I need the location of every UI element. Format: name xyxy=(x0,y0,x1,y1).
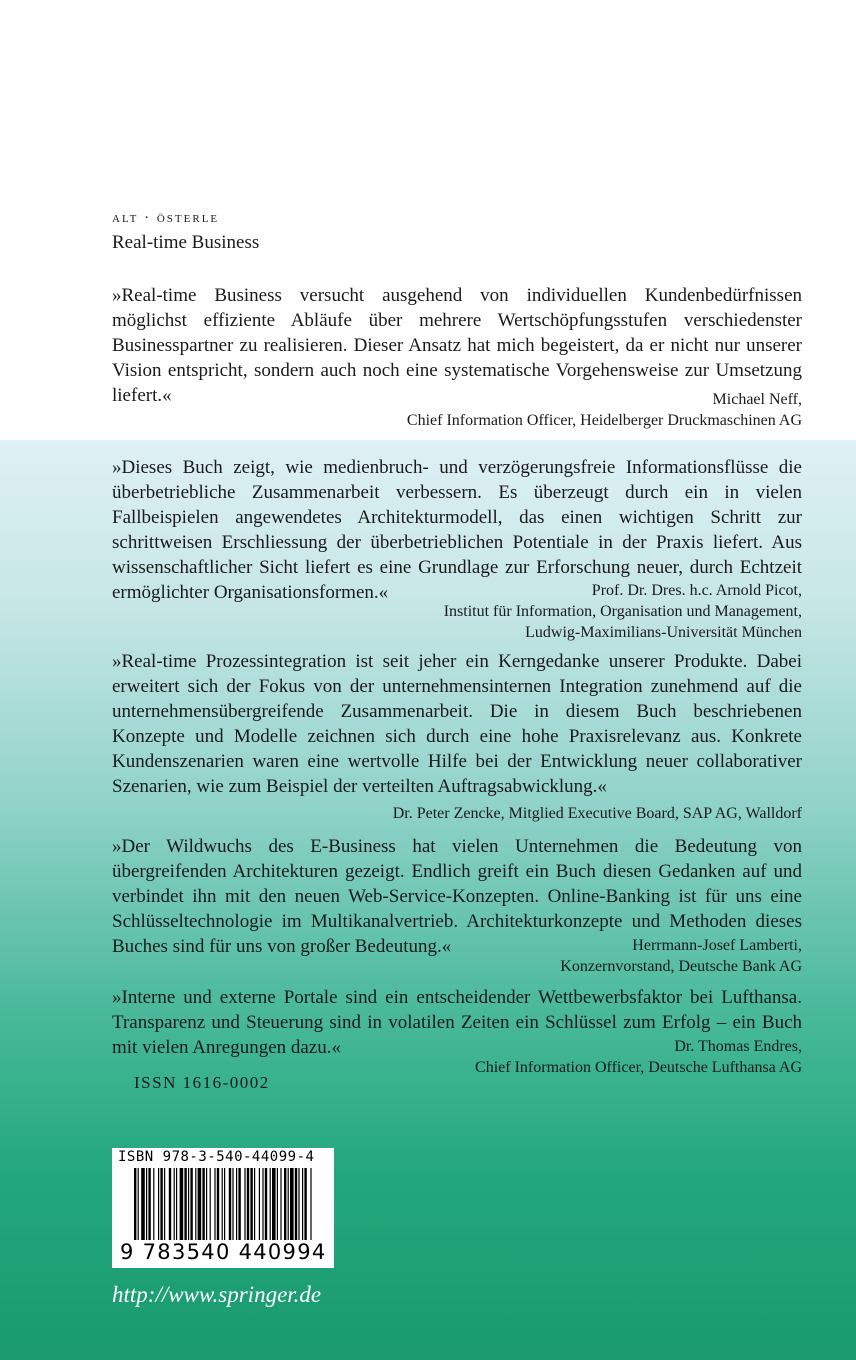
quote-text: »Der Wildwuchs des E-Business hat vielen Unternehmen die Bedeutung von übergreifenden Architekturen gezeigt. Endlich greift ein Buch diesen Gedanken auf und verbindet ihn mit den neuen Web-Service-Konzepten. Online-Banking ist für uns eine Schlüsseltechnologie im Multikanalvertrieb. Architekturkonzepte und Methoden dieses Buches sind für uns von großer Bedeutung.« xyxy=(112,836,802,957)
barcode-bar xyxy=(270,1168,271,1240)
barcode-bar xyxy=(141,1168,145,1240)
attribution-line: Herrmann-Josef Lamberti, xyxy=(632,937,802,954)
attribution-line: Institut für Information, Organisation und Management, xyxy=(443,603,802,620)
quote-text: »Real-time Business versucht ausgehend von individuellen Kundenbedürfnissen möglichst effiziente Abläufe über mehrere Wertschöpfungsstufen verschiedenster Businesspartner zu realisieren. Dieser Ansatz hat mich begeistert, da er nicht nur unserer Vision entspricht, sondern auch noch eine systematische Vorgehensweise zur Umsetzung liefert.« xyxy=(112,285,802,406)
barcode-bar xyxy=(206,1168,207,1240)
quote-text: »Real-time Prozessintegration ist seit jeher ein Kerngedanke unserer Produkte. Dabei erweitert sich der Fokus von der unternehmensinternen Integration zunehmend auf die unternehmensübergreifende Zusammenarbeit. Die in diesem Buch beschriebenen Konzepte und Modelle zeichnen sich durch eine hohe Praxisrelevanz aus. Konkrete Kundenszenarien waren eine wertvolle Hilfe bei der Entwicklung neuer collaborativer Szenarien, wie zum Beispiel der verteilten Auftragsabwicklung.« xyxy=(112,651,802,797)
barcode-bar xyxy=(214,1168,215,1240)
barcode-bar xyxy=(288,1168,289,1240)
barcode-bar xyxy=(198,1168,202,1240)
barcode-bar xyxy=(146,1168,147,1240)
quote-text: »Dieses Buch zeigt, wie medienbruch- und verzögerungsfreie Informationsflüsse die überbetriebliche Zusammenarbeit verbessern. Es überzeugt durch ein in vielen Fallbeispielen angewendetes Architekturmodell, das einen wichtigen Schritt zur schrittweisen Erschliessung der überbetrieblichen Potentiale in der Praxis liefert. Aus wissenschaftlicher Sicht liefert es eine Grundlage zur Erforschung neuer, durch Echtzeit ermöglichter Organisationsformen.« xyxy=(112,457,802,603)
barcode-bar xyxy=(160,1168,162,1240)
barcode-bar xyxy=(310,1168,311,1240)
barcode-bar xyxy=(195,1168,196,1240)
barcode-bar xyxy=(290,1168,294,1240)
barcode-bar xyxy=(224,1168,225,1240)
barcode-bar xyxy=(138,1168,139,1240)
issn-number: ISSN 1616-0002 xyxy=(134,1073,270,1092)
barcode-bar xyxy=(238,1168,240,1240)
attribution-neff xyxy=(407,389,802,431)
barcode-bar xyxy=(265,1168,267,1240)
barcode-bar xyxy=(298,1168,299,1240)
barcode-bar xyxy=(232,1168,233,1240)
attribution-line: Chief Information Officer, Heidelberger Druckmaschinen AG xyxy=(406,412,802,429)
barcode-bar xyxy=(247,1168,249,1240)
barcode xyxy=(112,1148,334,1268)
barcode-bar xyxy=(174,1168,175,1240)
attribution-line: Dr. Peter Zencke, Mitglied Executive Board, SAP AG, Walldorf xyxy=(392,805,802,822)
barcode-bar xyxy=(254,1168,255,1240)
barcode-bar xyxy=(158,1168,159,1240)
barcode-bar xyxy=(202,1168,204,1240)
ean-digits: 9 783540 440994 xyxy=(120,1240,327,1264)
book-title: Real-time Business xyxy=(112,232,260,253)
isbn-label: ISBN 978-3-540-44099-4 xyxy=(118,1149,315,1165)
barcode-bar xyxy=(169,1168,171,1240)
barcode-bar xyxy=(164,1168,165,1240)
quote-zencke xyxy=(112,649,802,799)
book-authors: alt · österle xyxy=(112,210,220,226)
barcode-bar xyxy=(284,1168,286,1240)
barcode-bar xyxy=(222,1168,223,1240)
barcode-bar xyxy=(244,1168,245,1240)
attribution-line: Prof. Dr. Dres. h.c. Arnold Picot, xyxy=(591,582,802,599)
barcode-bar xyxy=(250,1168,252,1240)
attribution-line: Michael Neff, xyxy=(712,391,802,408)
attribution-line: Chief Information Officer, Deutsche Lufthansa AG xyxy=(475,1059,802,1076)
barcode-bar xyxy=(190,1168,192,1240)
barcode-bar xyxy=(217,1168,219,1240)
barcode-bar xyxy=(262,1168,263,1240)
barcode-bar xyxy=(229,1168,231,1240)
publisher-url[interactable]: http://www.springer.de xyxy=(112,1282,322,1307)
barcode-bar xyxy=(148,1168,150,1240)
barcode-bar xyxy=(302,1168,303,1240)
attribution-lamberti xyxy=(560,935,802,977)
attribution-endres xyxy=(475,1036,802,1078)
attribution-line: Ludwig-Maximilians-Universität München xyxy=(525,624,802,641)
barcode-bar xyxy=(134,1168,136,1240)
barcode-bar xyxy=(184,1168,186,1240)
barcode-bar xyxy=(277,1168,278,1240)
attribution-line: Dr. Thomas Endres, xyxy=(674,1038,802,1055)
attribution-picot xyxy=(444,580,802,643)
attribution-line: Konzernvorstand, Deutsche Bank AG xyxy=(560,958,802,975)
barcode-bar xyxy=(272,1168,276,1240)
attribution-zencke xyxy=(393,803,802,824)
barcode-bar xyxy=(180,1168,184,1240)
barcode-bar xyxy=(259,1168,260,1240)
barcode-bar xyxy=(153,1168,154,1240)
barcode-bar xyxy=(188,1168,189,1240)
barcode-bar xyxy=(280,1168,281,1240)
barcode-bar xyxy=(236,1168,237,1240)
barcode-bar xyxy=(210,1168,211,1240)
barcode-bar xyxy=(295,1168,297,1240)
quote-text: »Interne und externe Portale sind ein entscheidender Wettbewerbsfaktor bei Lufthansa. Transparenz und Steuerung sind in volatilen Zeiten ein Schlüssel zum Erfolg – ein Buch mit vielen Anregungen dazu.« xyxy=(112,987,802,1058)
barcode-bar xyxy=(304,1168,306,1240)
barcode-bar xyxy=(176,1168,177,1240)
